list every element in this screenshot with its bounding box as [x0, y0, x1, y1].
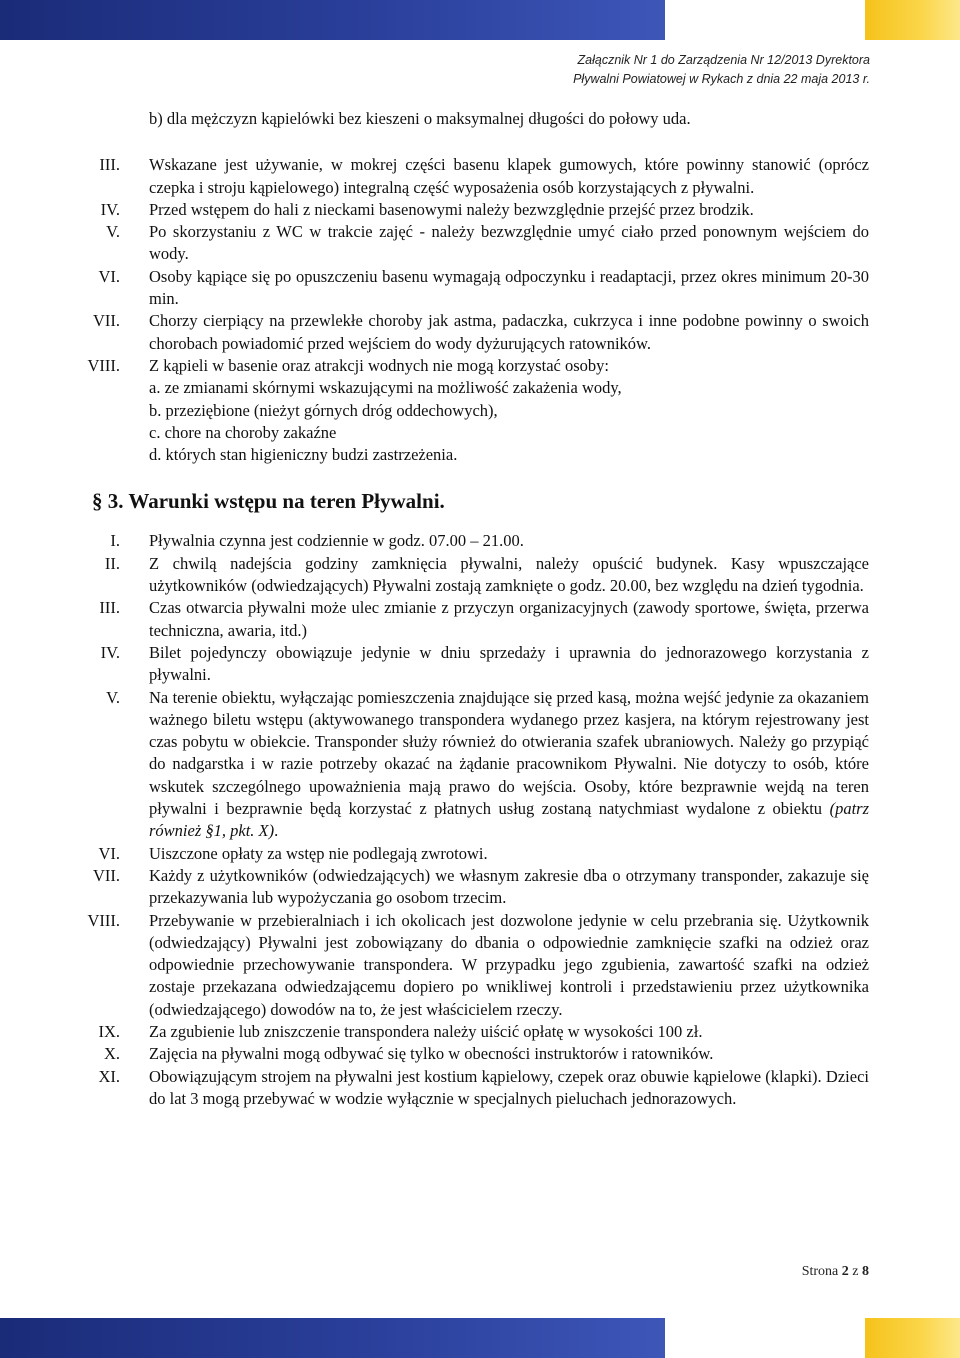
list-item-number: IV.	[100, 199, 120, 219]
list-item-text: Zajęcia na pływalni mogą odbywać się tylko w obecności instruktorów i ratowników.	[149, 1044, 714, 1064]
header-band-yellow	[865, 0, 960, 40]
list-item	[0, 530, 960, 552]
list-item-number: X.	[103, 1044, 120, 1064]
list-item-number: V.	[106, 687, 120, 707]
list-item-text: Przed wstępem do hali z nieckami basenowymi należy bezwzględnie przejść przez brodzik.	[149, 199, 754, 219]
list-item-text: Chorzy cierpiący na przewlekłe choroby jak astma, padaczka, cukrzyca i inne podobne powinny o swoich chorobach powiadomić przed wejściem do wody dyżurujących ratowników.	[149, 311, 869, 353]
list-item-text: Z chwilą nadejścia godziny zamknięcia pływalni, należy opuścić budynek. Kasy wpuszczające użytkowników (odwiedzających) Pływalni zostają zamknięte o godz. 20.00, bez względu na dzień tygodnia.	[149, 553, 869, 596]
header-line-1: Załącznik Nr 1 do Zarządzenia Nr 12/2013 Dyrektora	[577, 53, 870, 67]
list-item-number: IV.	[100, 642, 120, 662]
footer-band	[0, 1318, 960, 1358]
list-item	[0, 687, 960, 843]
list-item	[0, 199, 960, 221]
header-band	[0, 0, 960, 40]
item-b-text: b) dla mężczyzn kąpielówki bez kieszeni o maksymalnej długości do połowy uda.	[149, 109, 691, 128]
list-item-text: Każdy z użytkowników (odwiedzających) we własnym zakresie dba o otrzymany transponder, zakazuje się przekazywania lub wypożyczania go osobom trzecim.	[149, 865, 869, 908]
list-item-text: Obowiązującym strojem na pływalni jest kostium kąpielowy, czepek oraz obuwie kąpielowe (klapki). Dzieci do lat 3 mogą przebywać w wodzie wyłącznie w specjalnych pieluchach jednorazowych.	[149, 1066, 869, 1108]
list-item	[0, 843, 960, 865]
list-item	[0, 221, 960, 266]
page-label: Strona	[801, 1264, 839, 1279]
list-item	[0, 1043, 960, 1065]
list-item-number: VII.	[92, 311, 120, 331]
list-item-number: VI.	[98, 843, 120, 863]
list-item	[0, 910, 960, 1021]
page-number	[802, 1264, 869, 1280]
section3-list	[0, 530, 960, 1110]
list-item	[0, 310, 960, 355]
list-item-number: III.	[99, 155, 120, 175]
list-item-text: Za zgubienie lub zniszczenie transpondera należy uiścić opłatę w wysokości 100 zł.	[149, 1021, 703, 1041]
footer-band-gap	[665, 1318, 865, 1358]
header-line-2: Pływalni Powiatowej w Rykach z dnia 22 maja 2013 r.	[573, 72, 870, 86]
sub-list-item	[0, 400, 960, 422]
list-item-body: Na terenie obiektu, wyłączając pomieszczenia znajdujące się przed kasą, można wejść jedynie za okazaniem ważnego biletu wstępu (aktywowanego transpondera wydanego przez kasjera, na którym rejestrowany jest czas pobytu w obiekcie. Transponder służy również do otwierania szafek ubraniowych. Należy go przypiąć do nadgarstka i w razie potrzeby okazać na żądanie pracownikom Pływalni. Nie dotyczy to osób, które wskutek szczególnego upoważnienia mają prawo do wejścia. Osoby, które bezprawnie wejdą na teren pływalni i bezprawnie będą korzystać z płatnych usług zostaną natychmiast wydalone z obiektu	[149, 687, 869, 819]
document-header	[350, 51, 870, 89]
list-item-text: Bilet pojedynczy obowiązuje jedynie w dniu sprzedaży i uprawnia do jednorazowego korzystania z pływalni.	[149, 642, 869, 685]
list-item-text: Czas otwarcia pływalni może ulec zmianie z przyczyn organizacyjnych (zawody sportowe, święta, przerwa techniczna, awaria, itd.)	[149, 598, 869, 640]
list-item-text: Po skorzystaniu z WC w trakcie zajęć - należy bezwzględnie umyć ciało przed ponownym wejściem do wody.	[149, 222, 869, 264]
section2-list	[0, 154, 960, 466]
list-item	[0, 865, 960, 910]
list-item-number: IX.	[98, 1021, 120, 1041]
list-item-text: Wskazane jest używanie, w mokrej części basenu klapek gumowych, które powinny stanowić (oprócz czepka i stroju kąpielowego) integralną część wyposażenia osób korzystających z pływalni.	[149, 155, 869, 197]
list-item	[0, 597, 960, 642]
list-item-number: VIII.	[87, 910, 120, 930]
list-item	[0, 266, 960, 311]
list-item-number: I.	[110, 531, 120, 551]
sub-list-item-text: a. ze zmianami skórnymi wskazującymi na możliwość zakażenia wody,	[149, 378, 622, 398]
list-item-text: Uiszczone opłaty za wstęp nie podlegają zwrotowi.	[149, 843, 488, 863]
list-item	[0, 1021, 960, 1043]
list-item	[0, 355, 960, 377]
list-item-text: Przebywanie w przebieralniach i ich okolicach jest dozwolone jedynie w celu przebrania się. Użytkownik (odwiedzający) Pływalni jest zobowiązany do dbania o odpowiednie zamknięcie szafki na odzież oraz odpowiednie przechowywanie transpondera. W przypadku jego zgubienia, zawartość szafki na odzież zostaje przekazana odwiedzającemu dopiero po wnikliwej kontroli i przedstawieniu przez użytkownika (odwiedzającego) dowodów na to, że jest właścicielem rzeczy.	[149, 910, 869, 1019]
list-item-number: VII.	[92, 865, 120, 885]
list-item-number: VI.	[98, 266, 120, 286]
page-total: 8	[862, 1264, 869, 1279]
list-item-text: Pływalnia czynna jest codziennie w godz. 07.00 – 21.00.	[149, 531, 524, 551]
list-item-number: III.	[99, 598, 120, 618]
page-current: 2	[841, 1264, 849, 1279]
list-item-text	[149, 687, 869, 843]
list-item-number: II.	[104, 553, 120, 573]
list-item	[0, 642, 960, 687]
sub-list-item-text: d. których stan higieniczny budzi zastrzeżenia.	[149, 445, 458, 465]
list-item	[0, 553, 960, 598]
header-band-blue	[0, 0, 665, 40]
footer-band-yellow	[865, 1318, 960, 1358]
list-item	[0, 1066, 960, 1111]
sub-list-item	[0, 377, 960, 399]
list-item-tail: .	[274, 821, 279, 841]
section-3-title: § 3. Warunki wstępu na teren Pływalni.	[92, 489, 445, 514]
page-content	[0, 108, 960, 1110]
list-item-text: Z kąpieli w basenie oraz atrakcji wodnych nie mogą korzystać osoby:	[149, 355, 610, 375]
item-b	[0, 108, 960, 130]
list-item-number: XI.	[98, 1066, 120, 1086]
sub-list-item	[0, 444, 960, 466]
sub-list-item-text: c. chore na choroby zakaźne	[149, 422, 337, 442]
list-item-reference: (patrz również §1, pkt. X)	[149, 799, 870, 841]
page-sep: z	[852, 1264, 859, 1279]
sub-list-item	[0, 422, 960, 444]
list-item	[0, 154, 960, 199]
header-band-gap	[665, 0, 865, 40]
footer-band-blue	[0, 1318, 665, 1358]
list-item-text: Osoby kąpiące się po opuszczeniu basenu wymagają odpoczynku i readaptacji, przez okres minimum 20-30 min.	[149, 266, 869, 309]
sub-list-item-text: b. przeziębione (nieżyt górnych dróg oddechowych),	[149, 400, 498, 420]
list-item-number: V.	[106, 222, 120, 242]
list-item-number: VIII.	[87, 355, 120, 375]
